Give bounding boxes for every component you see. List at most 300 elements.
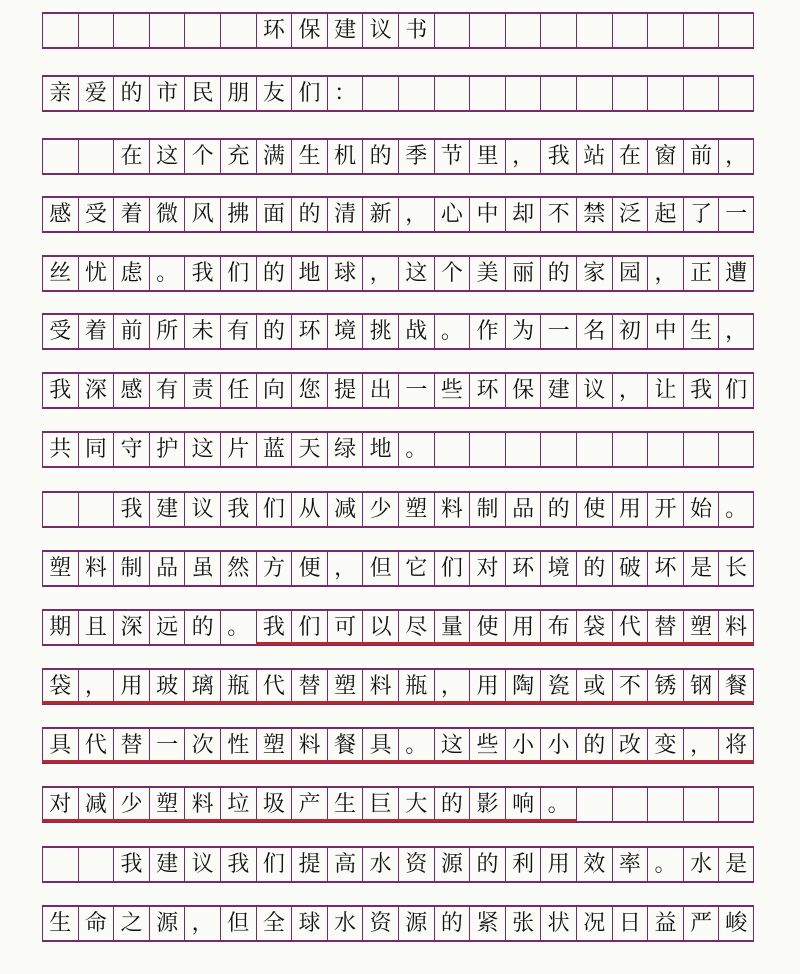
grid-cell: 风: [184, 198, 220, 231]
grid-cell: 感: [42, 198, 78, 231]
grid-cell: 书: [398, 14, 434, 47]
grid-row: [42, 550, 754, 587]
grid-cell: ，: [647, 257, 683, 290]
grid-cell: [612, 788, 648, 821]
grid-cell: 或: [576, 670, 612, 703]
grid-cell: [612, 77, 648, 110]
grid-cell: 这: [434, 729, 470, 762]
grid-cell: 开: [647, 493, 683, 526]
grid-cell: 。: [149, 257, 185, 290]
grid-cell: ，: [362, 257, 398, 290]
grid-cell: [540, 77, 576, 110]
grid-cell: 的: [184, 611, 220, 644]
grid-cell: 率: [612, 848, 648, 881]
grid-cell: 遭: [718, 257, 754, 290]
grid-cell: 资: [362, 907, 398, 940]
grid-cell: [576, 77, 612, 110]
grid-cell: 。: [398, 729, 434, 762]
grid-cell: 峻: [718, 907, 754, 940]
grid-cell: 袋: [42, 670, 78, 703]
grid-cell: [42, 848, 78, 881]
grid-cell: 状: [540, 907, 576, 940]
grid-cell: 量: [434, 611, 470, 644]
grid-cell: 着: [113, 198, 149, 231]
grid-cell: [612, 14, 648, 47]
grid-row: [42, 668, 754, 705]
grid-cell: 期: [42, 611, 78, 644]
grid-cell: 责: [184, 374, 220, 407]
grid-cell: 塑: [683, 611, 719, 644]
grid-cell: 我: [220, 493, 256, 526]
grid-cell: 微: [149, 198, 185, 231]
grid-cell: 然: [220, 552, 256, 585]
grid-cell: [42, 14, 78, 47]
grid-cell: [576, 14, 612, 47]
grid-cell: 建: [327, 14, 363, 47]
grid-cell: 丽: [505, 257, 541, 290]
grid-cell: 不: [540, 198, 576, 231]
grid-cell: 让: [647, 374, 683, 407]
grid-cell: 张: [505, 907, 541, 940]
grid-cell: 具: [42, 729, 78, 762]
grid-cell: 代: [256, 670, 292, 703]
grid-cell: 减: [327, 493, 363, 526]
grid-cell: [718, 433, 754, 466]
grid-cell: 资: [398, 848, 434, 881]
grid-cell: 议: [362, 14, 398, 47]
grid-cell: 全: [256, 907, 292, 940]
grid-cell: 改: [612, 729, 648, 762]
grid-cell: 少: [362, 493, 398, 526]
grid-cell: 料: [434, 493, 470, 526]
grid-cell: 的: [576, 552, 612, 585]
grid-cell: 是: [718, 848, 754, 881]
grid-cell: 中: [647, 315, 683, 348]
grid-cell: 中: [469, 198, 505, 231]
grid-cell: 使: [576, 493, 612, 526]
grid-cell: 的: [540, 493, 576, 526]
grid-cell: [184, 14, 220, 47]
grid-cell: ，: [718, 140, 754, 173]
grid-cell: 挑: [362, 315, 398, 348]
grid-cell: 瓷: [540, 670, 576, 703]
grid-cell: 初: [612, 315, 648, 348]
grid-cell: 替: [113, 729, 149, 762]
grid-cell: 用: [540, 848, 576, 881]
grid-cell: 们: [291, 77, 327, 110]
grid-cell: 代: [612, 611, 648, 644]
grid-cell: 提: [291, 848, 327, 881]
grid-cell: 些: [469, 729, 505, 762]
grid-row: [42, 609, 754, 646]
grid-cell: 对: [42, 788, 78, 821]
grid-cell: 名: [576, 315, 612, 348]
grid-cell: 对: [469, 552, 505, 585]
grid-cell: 袋: [576, 611, 612, 644]
grid-cell: 建: [540, 374, 576, 407]
grid-cell: [220, 14, 256, 47]
grid-cell: 一: [540, 315, 576, 348]
grid-cell: 品: [505, 493, 541, 526]
grid-cell: 坏: [647, 552, 683, 585]
grid-cell: 的: [434, 788, 470, 821]
grid-cell: 议: [184, 848, 220, 881]
grid-cell: 境: [327, 315, 363, 348]
grid-cell: 用: [469, 670, 505, 703]
grid-row: [42, 12, 754, 49]
grid-cell: 同: [78, 433, 114, 466]
grid-cell: [469, 433, 505, 466]
grid-cell: 忧: [78, 257, 114, 290]
grid-cell: 出: [362, 374, 398, 407]
grid-cell: 破: [612, 552, 648, 585]
grid-cell: [398, 77, 434, 110]
grid-cell: 餐: [327, 729, 363, 762]
grid-cell: 况: [576, 907, 612, 940]
grid-cell: [78, 848, 114, 881]
grid-cell: 我: [184, 257, 220, 290]
grid-cell: 我: [683, 374, 719, 407]
grid-cell: 我: [540, 140, 576, 173]
grid-cell: 我: [256, 611, 292, 644]
grid-cell: [434, 77, 470, 110]
grid-cell: 源: [149, 907, 185, 940]
grid-cell: 塑: [256, 729, 292, 762]
grid-cell: 源: [434, 848, 470, 881]
grid-cell: 之: [113, 907, 149, 940]
grid-cell: 替: [291, 670, 327, 703]
grid-cell: 了: [683, 198, 719, 231]
grid-cell: 泛: [612, 198, 648, 231]
grid-cell: 们: [718, 374, 754, 407]
grid-cell: 所: [149, 315, 185, 348]
grid-cell: 使: [469, 611, 505, 644]
grid-cell: 面: [256, 198, 292, 231]
grid-cell: 源: [398, 907, 434, 940]
grid-cell: 在: [612, 140, 648, 173]
grid-cell: [683, 77, 719, 110]
grid-cell: 生: [42, 907, 78, 940]
grid-cell: 丝: [42, 257, 78, 290]
grid-cell: 布: [540, 611, 576, 644]
grid-cell: 从: [291, 493, 327, 526]
grid-cell: 是: [683, 552, 719, 585]
grid-cell: 节: [434, 140, 470, 173]
grid-cell: 水: [683, 848, 719, 881]
grid-cell: 一: [398, 374, 434, 407]
grid-cell: 的: [256, 257, 292, 290]
grid-cell: 亲: [42, 77, 78, 110]
grid-cell: 。: [220, 611, 256, 644]
grid-cell: 用: [612, 493, 648, 526]
grid-cell: [576, 788, 612, 821]
grid-cell: ，: [718, 315, 754, 348]
grid-cell: [647, 788, 683, 821]
grid-cell: [540, 14, 576, 47]
grid-cell: ，: [612, 374, 648, 407]
grid-cell: 虑: [113, 257, 149, 290]
grid-cell: 感: [113, 374, 149, 407]
grid-cell: 影: [469, 788, 505, 821]
grid-cell: 水: [327, 907, 363, 940]
grid-cell: 圾: [256, 788, 292, 821]
grid-cell: 保: [291, 14, 327, 47]
grid-cell: 锈: [647, 670, 683, 703]
grid-cell: 们: [220, 257, 256, 290]
grid-row: [42, 431, 754, 468]
grid-cell: 着: [78, 315, 114, 348]
grid-cell: 的: [469, 848, 505, 881]
grid-cell: 高: [327, 848, 363, 881]
grid-cell: 在: [113, 140, 149, 173]
grid-cell: 窗: [647, 140, 683, 173]
grid-cell: [505, 433, 541, 466]
grid-cell: 巨: [362, 788, 398, 821]
grid-cell: 您: [291, 374, 327, 407]
grid-cell: [434, 433, 470, 466]
grid-cell: [647, 14, 683, 47]
grid-cell: 满: [256, 140, 292, 173]
grid-cell: 们: [256, 848, 292, 881]
grid-row: [42, 372, 754, 409]
grid-cell: 响: [505, 788, 541, 821]
grid-cell: 绿: [327, 433, 363, 466]
grid-cell: 球: [291, 907, 327, 940]
grid-cell: 深: [113, 611, 149, 644]
grid-cell: 一: [149, 729, 185, 762]
grid-cell: 议: [576, 374, 612, 407]
grid-cell: 但: [220, 907, 256, 940]
grid-cell: 的: [576, 729, 612, 762]
grid-cell: 生: [291, 140, 327, 173]
grid-cell: 爱: [78, 77, 114, 110]
grid-cell: 它: [398, 552, 434, 585]
grid-cell: 却: [505, 198, 541, 231]
grid-cell: [469, 77, 505, 110]
grid-cell: 产: [291, 788, 327, 821]
grid-row: [42, 786, 754, 823]
grid-cell: 瓶: [398, 670, 434, 703]
grid-cell: [718, 14, 754, 47]
grid-cell: 品: [149, 552, 185, 585]
grid-cell: 减: [78, 788, 114, 821]
grid-cell: 料: [718, 611, 754, 644]
grid-cell: 紧: [469, 907, 505, 940]
grid-cell: 建: [149, 493, 185, 526]
highlight-underline: [42, 701, 754, 704]
grid-cell: 的: [434, 907, 470, 940]
grid-cell: [718, 77, 754, 110]
grid-cell: 钢: [683, 670, 719, 703]
grid-cell: 共: [42, 433, 78, 466]
grid-cell: 这: [184, 433, 220, 466]
grid-row: [42, 905, 754, 942]
grid-cell: 。: [540, 788, 576, 821]
grid-cell: 正: [683, 257, 719, 290]
grid-cell: 。: [718, 493, 754, 526]
grid-cell: 个: [184, 140, 220, 173]
grid-cell: 民: [184, 77, 220, 110]
grid-cell: [683, 788, 719, 821]
grid-cell: 替: [647, 611, 683, 644]
grid-cell: 清: [327, 198, 363, 231]
grid-cell: 的: [291, 198, 327, 231]
grid-cell: 陶: [505, 670, 541, 703]
grid-cell: 天: [291, 433, 327, 466]
grid-cell: 长: [718, 552, 754, 585]
grid-cell: 垃: [220, 788, 256, 821]
grid-cell: 蓝: [256, 433, 292, 466]
grid-cell: 用: [505, 611, 541, 644]
grid-cell: [42, 493, 78, 526]
grid-cell: [612, 433, 648, 466]
grid-cell: 机: [327, 140, 363, 173]
grid-cell: [576, 433, 612, 466]
grid-cell: 璃: [184, 670, 220, 703]
grid-cell: 为: [505, 315, 541, 348]
grid-cell: [113, 14, 149, 47]
grid-cell: ，: [398, 198, 434, 231]
grid-cell: 远: [149, 611, 185, 644]
grid-cell: 朋: [220, 77, 256, 110]
grid-cell: 代: [78, 729, 114, 762]
grid-cell: 具: [362, 729, 398, 762]
grid-row: [42, 196, 754, 233]
grid-cell: ，: [683, 729, 719, 762]
grid-cell: 的: [362, 140, 398, 173]
grid-cell: 守: [113, 433, 149, 466]
grid-cell: 护: [149, 433, 185, 466]
grid-cell: 日: [612, 907, 648, 940]
highlight-underline: [42, 760, 754, 763]
grid-cell: 制: [113, 552, 149, 585]
grid-cell: 球: [327, 257, 363, 290]
grid-cell: 受: [42, 315, 78, 348]
grid-cell: 性: [220, 729, 256, 762]
grid-cell: 境: [540, 552, 576, 585]
grid-row: [42, 491, 754, 528]
grid-cell: 。: [398, 433, 434, 466]
grid-cell: ，: [434, 670, 470, 703]
grid-cell: 市: [149, 77, 185, 110]
grid-cell: 战: [398, 315, 434, 348]
grid-cell: 任: [220, 374, 256, 407]
grid-cell: 塑: [327, 670, 363, 703]
grid-cell: 次: [184, 729, 220, 762]
grid-cell: 的: [113, 77, 149, 110]
grid-cell: 充: [220, 140, 256, 173]
grid-cell: [149, 14, 185, 47]
grid-cell: 前: [113, 315, 149, 348]
grid-cell: 生: [683, 315, 719, 348]
grid-cell: ，: [505, 140, 541, 173]
grid-cell: [469, 14, 505, 47]
grid-cell: 料: [78, 552, 114, 585]
grid-cell: 变: [647, 729, 683, 762]
grid-cell: 尽: [398, 611, 434, 644]
grid-cell: 片: [220, 433, 256, 466]
grid-cell: 且: [78, 611, 114, 644]
grid-cell: 用: [113, 670, 149, 703]
grid-cell: 餐: [718, 670, 754, 703]
grid-cell: [505, 14, 541, 47]
grid-cell: [718, 788, 754, 821]
grid-cell: 环: [291, 315, 327, 348]
grid-cell: 大: [398, 788, 434, 821]
grid-cell: 严: [683, 907, 719, 940]
grid-cell: 一: [718, 198, 754, 231]
grid-cell: 地: [291, 257, 327, 290]
grid-cell: 家: [576, 257, 612, 290]
grid-cell: 。: [647, 848, 683, 881]
grid-cell: 提: [327, 374, 363, 407]
grid-cell: 环: [256, 14, 292, 47]
grid-cell: 便: [291, 552, 327, 585]
grid-cell: 深: [78, 374, 114, 407]
grid-cell: 可: [327, 611, 363, 644]
grid-cell: 禁: [576, 198, 612, 231]
grid-cell: 不: [612, 670, 648, 703]
grid-cell: [647, 77, 683, 110]
grid-cell: 前: [683, 140, 719, 173]
grid-cell: 玻: [149, 670, 185, 703]
grid-cell: 保: [505, 374, 541, 407]
grid-cell: 地: [362, 433, 398, 466]
grid-cell: 瓶: [220, 670, 256, 703]
grid-cell: 料: [184, 788, 220, 821]
grid-cell: 友: [256, 77, 292, 110]
grid-cell: 始: [683, 493, 719, 526]
grid-cell: 美: [469, 257, 505, 290]
grid-cell: 站: [576, 140, 612, 173]
grid-cell: 我: [42, 374, 78, 407]
grid-cell: 们: [434, 552, 470, 585]
grid-row: [42, 313, 754, 350]
grid-cell: 个: [434, 257, 470, 290]
grid-cell: [505, 77, 541, 110]
grid-cell: 的: [256, 315, 292, 348]
grid-cell: 。: [434, 315, 470, 348]
grid-cell: 新: [362, 198, 398, 231]
grid-cell: 园: [612, 257, 648, 290]
grid-cell: 我: [220, 848, 256, 881]
grid-cell: [78, 140, 114, 173]
grid-cell: ，: [184, 907, 220, 940]
grid-cell: [78, 493, 114, 526]
grid-cell: 这: [149, 140, 185, 173]
grid-cell: 心: [434, 198, 470, 231]
grid-cell: [42, 140, 78, 173]
grid-cell: 有: [149, 374, 185, 407]
grid-cell: [78, 14, 114, 47]
grid-cell: 益: [647, 907, 683, 940]
grid-cell: 未: [184, 315, 220, 348]
grid-cell: 以: [362, 611, 398, 644]
grid-row: [42, 846, 754, 883]
grid-cell: [540, 433, 576, 466]
grid-cell: 我: [113, 848, 149, 881]
grid-cell: 向: [256, 374, 292, 407]
grid-cell: 方: [256, 552, 292, 585]
grid-cell: 料: [362, 670, 398, 703]
grid-cell: 建: [149, 848, 185, 881]
grid-cell: 少: [113, 788, 149, 821]
grid-cell: 塑: [149, 788, 185, 821]
grid-row: [42, 255, 754, 292]
grid-cell: 这: [398, 257, 434, 290]
grid-cell: 塑: [42, 552, 78, 585]
grid-cell: 命: [78, 907, 114, 940]
